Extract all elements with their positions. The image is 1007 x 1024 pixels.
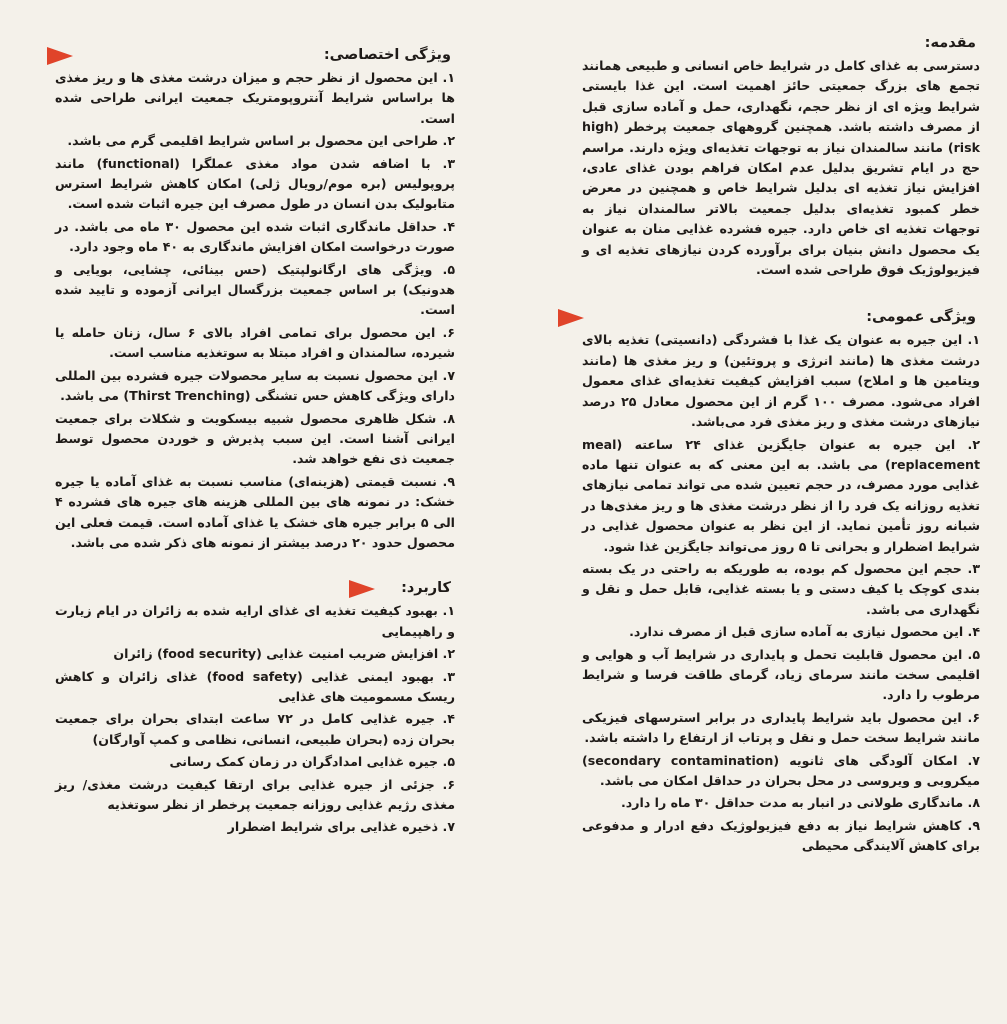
right-column — [582, 32, 980, 859]
list-item: ۷. ذخیره غذایی برای شرایط اضطرار — [227, 819, 455, 835]
specific-features-heading: ویژگی اختصاصی: — [55, 44, 455, 66]
list-item: ۸. شکل ظاهری محصول شبیه بیسکویت و شکلات برای جمعیت ایرانی آشنا است. این سبب پذیرش و خوردن محصول توسط جمعیت ذی نفع خواهد شد. — [55, 410, 455, 467]
list-item: ۶. جزئی از جیره غذایی برای ارتقا کیفیت درشت مغذی/ ریز مغذی رژیم غذایی روزانه جمعیت پرخطر از نظر سوتغذیه — [55, 776, 455, 812]
usage-list — [55, 601, 455, 837]
list-item: ۲. این جیره به عنوان جایگزین غذای ۲۴ ساعته (meal replacement) می باشد. به این معنی که به عنوان تنها ماده غذایی مورد مصرف، در حجم تعیین شده می تواند تمامی نیازهای تغذیه روزانه یک فرد را از نظر درشت مغذی ها و ریز مغذی‌ها در شبانه روز تأمین نماید. از این نظر به عنوان محصول غذایی در شرایط اضطرار و بحرانی تا ۵ روز می‌تواند جایگزین غذا شود. — [582, 436, 980, 554]
general-features-heading: ویژگی عمومی: — [582, 306, 980, 328]
list-item: ۸. ماندگاری طولانی در انبار به مدت حداقل ۳۰ ماه را دارد. — [621, 795, 980, 811]
list-item: ۶. این محصول باید شرایط پایداری در برابر استرسهای فیزیکی مانند شرایط سخت حمل و نقل و پرتاب از ارتفاع را داشته باشد. — [582, 709, 980, 746]
intro-heading: مقدمه: — [924, 35, 976, 51]
general-features-list — [582, 330, 980, 856]
list-item: ۱. این محصول از نظر حجم و میزان درشت مغذی ها و ریز مغذی ها براساس شرایط آنتروپومتریک جمعیت ایرانی طراحی شده است. — [55, 70, 455, 126]
list-item: ۷. این محصول نسبت به سایر محصولات جیره فشرده بین المللی دارای ویژگی کاهش حس تشنگی (Thirst Trenching) می باشد. — [55, 367, 455, 404]
list-item: ۴. جیره غذایی کامل در ۷۲ ساعت ابتدای بحران برای جمعیت بحران زده (بحران طبیعی، انسانی، نظامی و کمپ آوارگان) — [55, 711, 455, 747]
usage-heading: کاربرد: — [55, 577, 455, 599]
list-item: ۳. با اضافه شدن مواد مغذی عملگرا (functional) مانند پروپولیس (بره موم/رویال ژلی) امکان کاهش شرایط استرس متابولیک بدن انسان در طول مصرف این جیره اثبات شده است. — [55, 155, 456, 212]
list-item: ۶. این محصول برای تمامی افراد بالای ۶ سال، زنان حامله یا شیرده، سالمندان و افراد مبتلا به سوتغذیه مناسب است. — [55, 324, 455, 361]
intro-paragraph: دسترسی به غذای کامل در شرایط خاص انسانی و طبیعی همانند تجمع های بزرگ جمعیتی حائز اهمیت است. این غذا بایستی شرایط ویژه ای از نظر حجم، نگهداری، حمل و آماده سازی قبل از مصرف داشته باشد. همچنین گروههای جمعیت پرخطر (high risk) مانند سالمندان نیاز به توجهات تغذیه‌ای ویژه دارند. مراسم حج در ایام تشریق بدلیل عدم امکان فراهم بودن غذای عادی، افزایش نیاز تغذیه ای بدلیل شرایط خاص و همچنین در معرض خطر کمبود تغذیه‌ای بدلیل جمعیت بالاتر سالمندان نیاز به توجهات تغذیه ای خاص دارد. جیره فشرده غذایی منان به عنوان یک محصول دانش بنیان برای برآورده کردن نیازهای تغذیه ای و فیزیولوژیک فوق طراحی شده است. — [582, 58, 980, 278]
list-item: ۱. این جیره به عنوان یک غذا با فشردگی (دانسیتی) تغذیه بالای درشت مغذی ها (مانند انرژی و پروتئین) و ریز مغذی ها (مانند ویتامین ها و املاح) سبب افزایش کیفیت تغذیه‌ای غذای معمول افراد می‌شود. مصرف ۱۰۰ گرم از این محصول معادل ۲۵ درصد نیازهای درشت مغذی و ریز مغذی فرد می‌باشد. — [582, 332, 980, 430]
list-item: ۴. این محصول نیازی به آماده سازی قبل از مصرف ندارد. — [629, 624, 980, 640]
triangle-marker-icon — [349, 580, 375, 598]
list-item: ۲. افزایش ضریب امنیت غذایی (food security) زائران — [113, 646, 455, 662]
list-item: ۵. جیره غذایی امدادگران در زمان کمک رسانی — [169, 754, 455, 770]
list-item: ۵. ویژگی های ارگانولپتیک (حس بینائی، چشایی، بویایی و هدونیک) بر اساس جمعیت بزرگسال ایرانی آزموده و تایید شده است. — [55, 261, 455, 318]
list-item: ۵. این محصول قابلیت تحمل و پایداری در شرایط آب و هوایی و اقلیمی سخت مانند سرمای زیاد، گرمای طاقت فرسا و شرایط مرطوب را دارد. — [582, 646, 980, 703]
list-item: ۲. طراحی این محصول بر اساس شرایط اقلیمی گرم می باشد. — [67, 133, 455, 149]
list-item: ۱. بهبود کیفیت تغذیه ای غذای ارایه شده به زائران در ایام زیارت و راهپیمایی — [55, 603, 455, 639]
left-column — [55, 44, 455, 840]
list-item: ۴. حداقل ماندگاری اثبات شده این محصول ۳۰ ماه می باشد. در صورت درخواست امکان افزایش ماندگاری به ۴۰ ماه وجود دارد. — [55, 218, 456, 255]
list-item: ۹. نسبت قیمتی (هزینه‌ای) مناسب نسبت به غذای آماده یا جیره خشک: در نمونه های بین المللی هزینه های جیره های فشرده ۴ الی ۵ برابر جیره های خشک یا غذای آماده است. قیمت فعلی این محصول حدود ۲۰ درصد بیشتر از نمونه های ذکر شده می باشد. — [55, 473, 455, 550]
list-item: ۳. حجم این محصول کم بوده، به طوریکه به راحتی در یک بسته بندی کوچک یا کیف دستی و یا بسته غذایی، قابل حمل و نقل و نگهداری می باشد. — [582, 560, 980, 617]
list-item: ۹. کاهش شرایط نیاز به دفع فیزیولوژیک دفع ادرار و مدفوعی برای کاهش آلایندگی محیطی — [582, 817, 980, 854]
triangle-marker-icon — [558, 309, 584, 327]
list-item: ۷. امکان آلودگی های ثانویه (secondary contamination) میکروبی و ویروسی در محل بحران در حداقل امکان می باشد. — [582, 752, 980, 788]
specific-features-list — [55, 68, 455, 553]
list-item: ۳. بهبود ایمنی غذایی (food safety) غذای زائران و کاهش ریسک مسمومیت های غذایی — [55, 668, 455, 704]
triangle-marker-icon — [47, 47, 73, 65]
